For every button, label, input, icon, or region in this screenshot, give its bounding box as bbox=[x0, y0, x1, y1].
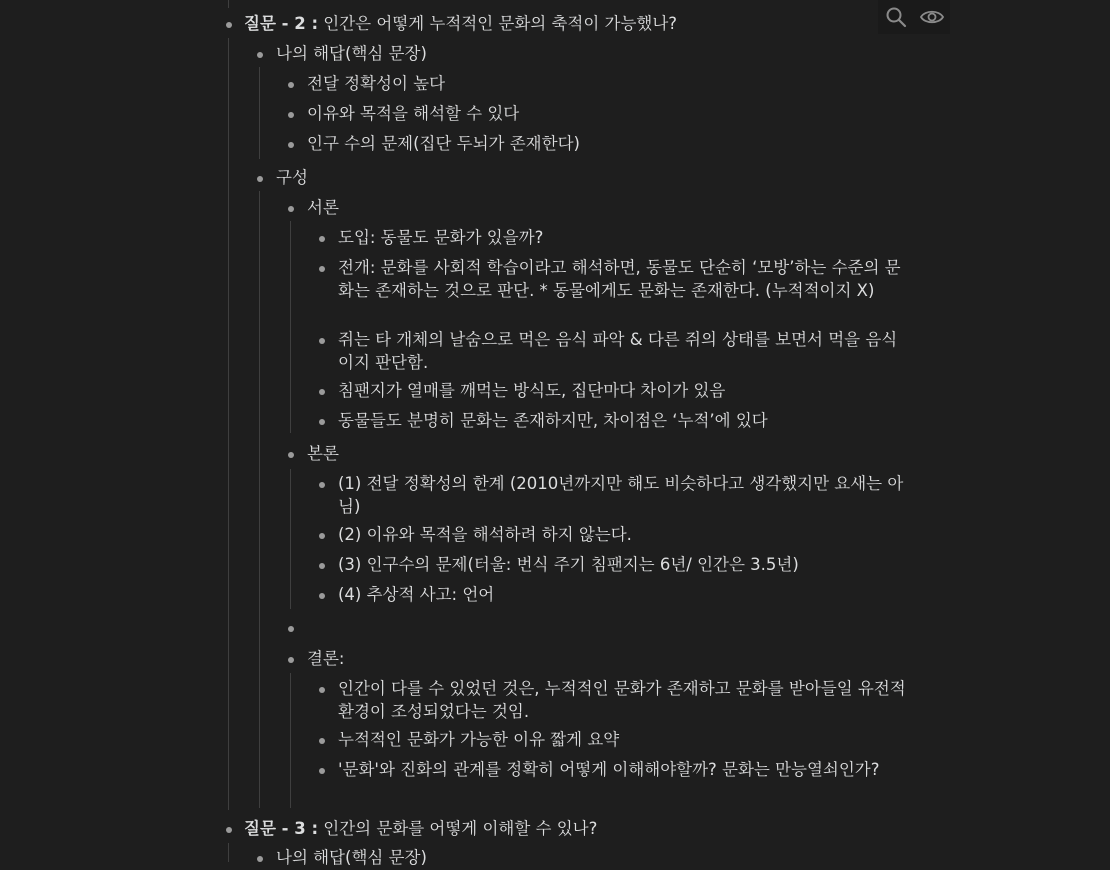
list-item-text: 동물들도 분명히 문화는 존재하지만, 차이점은 ‘누적’에 있다 bbox=[338, 411, 768, 430]
list-item-text: 누적적인 문화가 가능한 이유 짧게 요약 bbox=[338, 730, 620, 749]
list-item[interactable] bbox=[0, 43, 916, 66]
bullet[interactable] bbox=[226, 827, 232, 833]
list-item-text: 전달 정확성이 높다 bbox=[307, 74, 446, 93]
bullet[interactable] bbox=[288, 82, 294, 88]
list-item-text: 인구 수의 문제(집단 두뇌가 존재한다) bbox=[307, 134, 580, 153]
bullet[interactable] bbox=[319, 687, 325, 693]
bullet[interactable] bbox=[288, 452, 294, 458]
section-label: 본론 bbox=[307, 444, 339, 463]
bullet[interactable] bbox=[319, 419, 325, 425]
list-item[interactable] bbox=[0, 197, 917, 220]
bullet[interactable] bbox=[288, 206, 294, 212]
bullet[interactable] bbox=[257, 52, 263, 58]
list-item-q3[interactable] bbox=[0, 818, 944, 841]
bullet[interactable] bbox=[319, 738, 325, 744]
list-item[interactable] bbox=[0, 103, 917, 126]
question-text: 인간은 어떻게 누적적인 문화의 축적이 가능했나? bbox=[318, 14, 678, 33]
bullet[interactable] bbox=[319, 236, 325, 242]
list-item[interactable] bbox=[0, 257, 913, 302]
list-item-text: '문화'와 진화의 관계를 정확히 어떻게 이해해야할까? 문화는 만능열쇠인가? bbox=[338, 760, 880, 779]
list-item-text: (2) 이유와 목적을 해석하려 하지 않는다. bbox=[338, 525, 632, 544]
bullet[interactable] bbox=[226, 22, 232, 28]
section-label: 결론: bbox=[307, 649, 345, 668]
bullet[interactable] bbox=[319, 593, 325, 599]
list-item[interactable] bbox=[0, 648, 917, 671]
list-item[interactable] bbox=[0, 380, 913, 403]
section-label: 서론 bbox=[307, 198, 339, 217]
list-item-text: (3) 인구수의 문제(터울: 번식 주기 침팬지는 6년/ 인간은 3.5년) bbox=[338, 555, 799, 574]
bullet[interactable] bbox=[288, 112, 294, 118]
list-item[interactable] bbox=[0, 759, 913, 782]
list-item[interactable] bbox=[0, 73, 917, 96]
list-item[interactable] bbox=[0, 584, 913, 607]
list-item-text: 쥐는 타 개체의 날숨으로 먹은 음식 파악 & 다른 쥐의 상태를 보면서 먹을 음식이지 판단함. bbox=[338, 330, 898, 372]
answer-label: 나의 해답(핵심 문장) bbox=[276, 44, 427, 63]
list-item-text: 이유와 목적을 해석할 수 있다 bbox=[307, 104, 520, 123]
list-item-text: (4) 추상적 사고: 언어 bbox=[338, 585, 495, 604]
list-item[interactable] bbox=[0, 133, 917, 156]
list-item-text: 전개: 문화를 사회적 학습이라고 해석하면, 동물도 단순히 ‘모방’하는 수준의 문화는 존재하는 것으로 판단. * 동물에게도 문화는 존재한다. (누적적이지 X) bbox=[338, 258, 901, 300]
bullet[interactable] bbox=[257, 856, 263, 862]
list-item-text: (1) 전달 정확성의 한계 (2010년까지만 해도 비슷하다고 생각했지만 요새는 아님) bbox=[338, 474, 904, 516]
bullet[interactable] bbox=[288, 657, 294, 663]
list-item[interactable] bbox=[0, 410, 913, 433]
bullet[interactable] bbox=[319, 389, 325, 395]
list-item-text: 도입: 동물도 문화가 있을까? bbox=[338, 228, 544, 247]
answer-label: 나의 해답(핵심 문장) bbox=[276, 848, 427, 867]
bullet[interactable] bbox=[319, 338, 325, 344]
bullet[interactable] bbox=[319, 768, 325, 774]
list-item-empty[interactable] bbox=[0, 617, 917, 640]
list-item-text: 인간이 다를 수 있었던 것은, 누적적인 문화가 존재하고 문화를 받아들일 유전적 환경이 조성되었다는 것임. bbox=[338, 679, 906, 721]
question-label: 질문 - 2 : bbox=[244, 14, 319, 33]
list-item[interactable] bbox=[0, 678, 913, 723]
indent-guide bbox=[228, 0, 229, 8]
list-item[interactable] bbox=[0, 167, 916, 190]
bullet[interactable] bbox=[319, 482, 325, 488]
structure-label: 구성 bbox=[276, 168, 308, 187]
bullet[interactable] bbox=[288, 626, 294, 632]
list-item[interactable] bbox=[0, 524, 913, 547]
bullet[interactable] bbox=[319, 533, 325, 539]
list-item-q2[interactable] bbox=[0, 13, 944, 36]
list-item[interactable] bbox=[0, 443, 917, 466]
list-item-text: 침팬지가 열매를 깨먹는 방식도, 집단마다 차이가 있음 bbox=[338, 381, 726, 400]
list-item[interactable] bbox=[0, 473, 913, 518]
list-item[interactable] bbox=[0, 227, 913, 250]
bullet[interactable] bbox=[319, 266, 325, 272]
list-item[interactable] bbox=[0, 729, 913, 752]
bullet[interactable] bbox=[288, 142, 294, 148]
question-text: 인간의 문화를 어떻게 이해할 수 있나? bbox=[318, 819, 598, 838]
list-item[interactable] bbox=[0, 329, 913, 374]
list-item[interactable] bbox=[0, 847, 916, 870]
list-item[interactable] bbox=[0, 554, 913, 577]
question-label: 질문 - 3 : bbox=[244, 819, 319, 838]
bullet[interactable] bbox=[319, 563, 325, 569]
bullet[interactable] bbox=[257, 176, 263, 182]
